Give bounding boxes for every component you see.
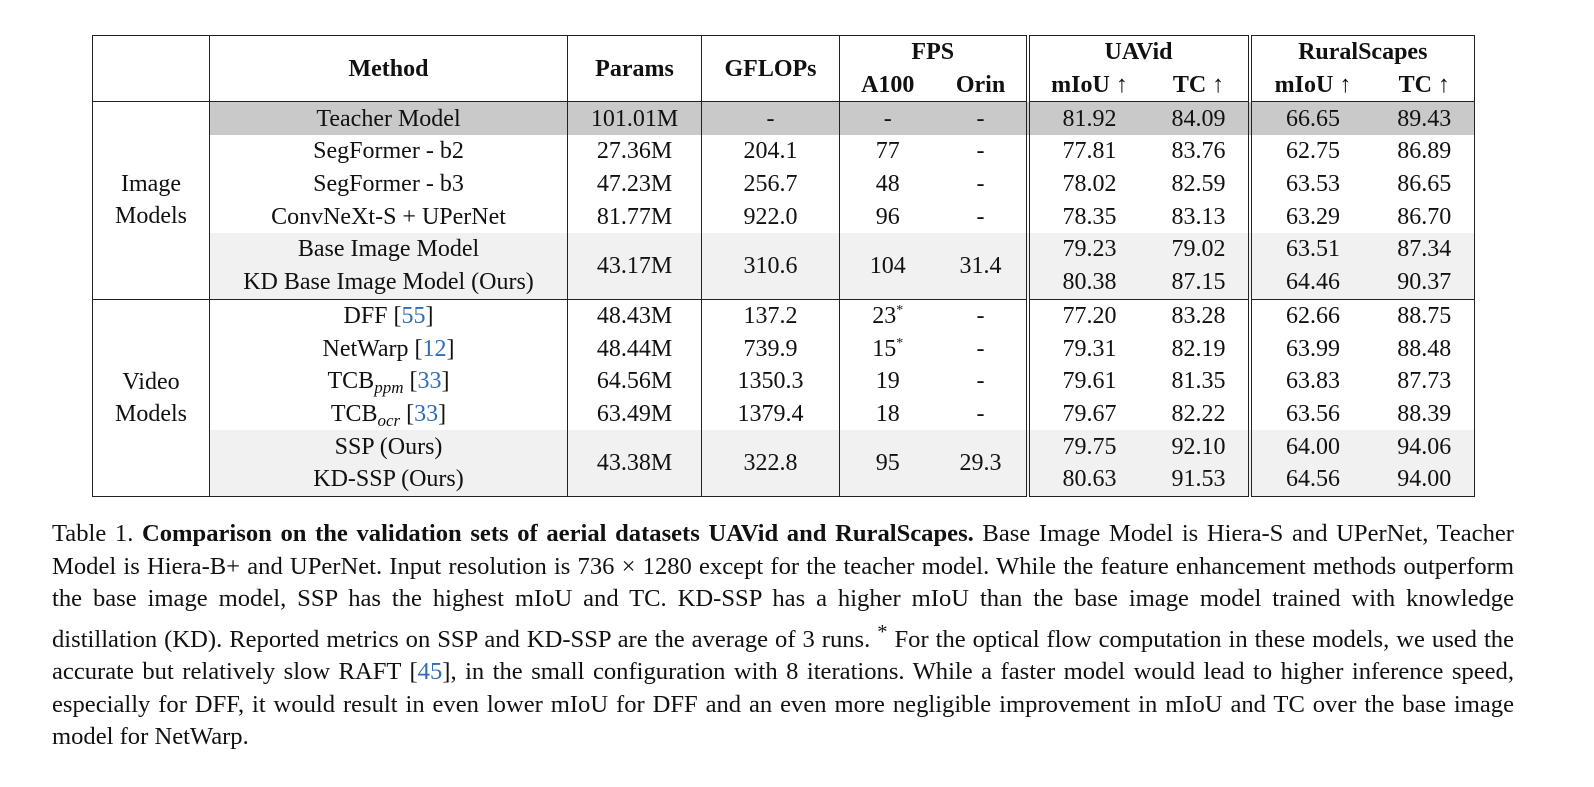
table-row [93,299,1475,332]
method-cell: SegFormer - b3 [210,168,568,201]
rural-miou-cell: 64.46 [1250,266,1375,299]
orin-cell: - [936,102,1028,135]
uavid-tc-cell: 83.28 [1150,299,1250,332]
group-label-line: Video [122,368,180,395]
method-cell: SSP (Ours) [210,430,568,463]
a100-cell: 18 [840,398,936,431]
header-rural-tc: TC ↑ [1398,72,1450,99]
method-cell: Base Image Model [210,233,568,266]
uavid-tc-cell: 79.02 [1150,233,1250,266]
uavid-tc-cell: 91.53 [1150,463,1250,496]
params-cell: 48.44M [568,332,702,365]
params-cell: 47.23M [568,168,702,201]
uavid-tc-cell: 82.22 [1171,400,1226,427]
citation-link[interactable]: 33 [417,368,442,395]
header-orin: Orin [955,72,1006,99]
orin-cell: - [976,203,985,230]
rural-miou-cell: 63.99 [1250,332,1375,365]
footnote-mark: * [896,302,904,318]
uavid-tc-cell: 82.19 [1171,335,1226,362]
a100-cell: 95 [840,430,936,496]
rural-tc-cell: 90.37 [1375,266,1475,299]
params-cell: 81.77M [568,200,702,233]
table-row [93,365,1475,398]
a100-cell: - [840,102,936,135]
table-caption [52,518,1514,754]
rural-miou-cell: 66.65 [1250,102,1375,135]
citation-link[interactable]: 12 [422,335,447,362]
header-uavid: UAVid [1028,36,1250,69]
uavid-miou-cell: 79.23 [1028,233,1150,266]
a100-cell: 77 [840,135,936,168]
uavid-tc-cell: 84.09 [1150,102,1250,135]
rural-tc-cell: 88.39 [1397,400,1452,427]
table-row [93,430,1475,463]
group-label-image-models [93,102,210,299]
header-method: Method [210,36,568,102]
method-cell: ConvNeXt-S + UPerNet [210,200,568,233]
table-row [93,200,1475,233]
uavid-miou-cell: 79.61 [1028,365,1150,398]
citation-link[interactable]: 55 [401,302,426,329]
orin-cell: - [976,368,985,395]
params-cell: 48.43M [568,299,702,332]
orin-cell: 29.3 [936,430,1028,496]
caption-label: Table 1. [52,520,134,547]
rural-tc-cell: 88.48 [1397,335,1452,362]
header-params: Params [568,36,702,102]
params-cell: 43.17M [568,233,702,299]
footnote-mark: * [896,335,904,351]
citation-link[interactable]: 45 [417,658,443,686]
gflops-cell: 137.2 [702,299,840,332]
orin-cell: - [976,400,985,427]
a100-value: 15 [872,335,897,362]
header-rural-miou: mIoU ↑ [1250,69,1375,102]
rural-tc-cell: 89.43 [1375,102,1475,135]
header-a100: A100 [840,69,936,102]
rural-miou-cell: 63.53 [1250,168,1375,201]
method-cell: SegFormer - b2 [210,135,568,168]
gflops-cell: 1379.4 [702,398,840,431]
rural-miou-cell: 63.29 [1250,200,1375,233]
uavid-miou-cell: 79.31 [1028,332,1150,365]
orin-cell: - [976,138,985,165]
table-row [93,168,1475,201]
orin-cell: - [936,299,1028,332]
citation-link[interactable]: 33 [414,400,439,427]
rural-miou-cell: 64.56 [1250,463,1375,496]
gflops-cell: 739.9 [702,332,840,365]
rural-tc-cell: 87.34 [1375,233,1475,266]
method-cell: $TCB_{ppm}$ [33] [210,365,568,398]
rural-miou-cell: 64.00 [1250,430,1375,463]
header-uavid-miou: mIoU ↑ [1028,69,1150,102]
method-cell: DFF [55] [210,299,568,332]
a100-value: 23 [872,302,897,329]
method-name: TCB [330,400,378,427]
caption-text: Base Image Model is Hiera-S and UPerNet, Teacher Model is Hiera-B+ and UPerNet. Input resolution is 736 × 1280 except for the teacher model. While the feature enhancement methods outperform the base image model, SSP has the highest mIoU and TC. KD-SSP has a higher mIoU than the base image model trained with knowledge distillation (KD). Reported metrics on SSP and KD-SSP are the average of 3 runs. [52,520,1514,653]
rural-miou-cell: 62.66 [1250,299,1375,332]
method-cell: $TCB_{ocr}$ [33] [210,398,568,431]
uavid-tc-cell: 81.35 [1171,368,1226,395]
footnote-mark: * [877,620,888,643]
group-label-video-models [93,299,210,496]
method-cell: Teacher Model [210,102,568,135]
gflops-cell: 1350.3 [702,365,840,398]
uavid-miou-cell: 77.20 [1028,299,1150,332]
params-cell: 27.36M [568,135,702,168]
params-cell: 101.01M [568,102,702,135]
gflops-cell: 310.6 [702,233,840,299]
params-cell: 63.49M [568,398,702,431]
table-row [93,398,1475,431]
rural-miou-cell: 63.83 [1250,365,1375,398]
header-gflops: GFLOPs [702,36,840,102]
method-subscript: ppm [374,378,404,398]
method-name: TCB [327,368,375,395]
uavid-miou-cell: 80.63 [1028,463,1150,496]
caption-text: For the optical flow computation in these models, we used the accurate but relatively slow RAFT [ [52,625,1514,686]
rural-miou-cell: 63.51 [1250,233,1375,266]
method-subscript: ocr [377,410,401,430]
gflops-cell: - [702,102,840,135]
orin-cell: - [976,171,985,198]
gflops-cell: 204.1 [702,135,840,168]
rural-tc-cell: 94.06 [1375,430,1475,463]
rural-tc-cell: 86.89 [1397,138,1452,165]
header-fps: FPS [840,36,1028,69]
caption-title: Comparison on the validation sets of aerial datasets UAVid and RuralScapes. [142,520,974,547]
a100-cell: 104 [840,233,936,299]
a100-cell [840,299,936,332]
gflops-cell: 256.7 [702,168,840,201]
params-cell: 64.56M [568,365,702,398]
rural-tc-cell: 88.75 [1375,299,1475,332]
header-ruralscapes: RuralScapes [1250,36,1475,69]
rural-miou-cell: 62.75 [1250,135,1375,168]
rural-tc-cell: 86.70 [1397,203,1452,230]
rural-miou-cell: 63.56 [1250,398,1375,431]
orin-cell: - [976,335,985,362]
table-row-teacher [93,102,1475,135]
uavid-tc-cell: 92.10 [1150,430,1250,463]
method-name: NetWarp [322,335,409,362]
table-row [93,135,1475,168]
uavid-miou-cell: 79.67 [1028,398,1150,431]
group-label-line: Image [121,171,181,198]
a100-cell: 96 [840,200,936,233]
a100-cell [840,332,936,365]
uavid-tc-cell: 87.15 [1150,266,1250,299]
corner-cell [93,36,210,102]
uavid-miou-cell: 77.81 [1028,135,1150,168]
group-label-line: Models [115,400,187,427]
uavid-miou-cell: 81.92 [1028,102,1150,135]
a100-cell: 19 [840,365,936,398]
rural-tc-cell: 87.73 [1397,368,1452,395]
gflops-cell: 322.8 [702,430,840,496]
orin-cell: 31.4 [936,233,1028,299]
table-row [93,332,1475,365]
uavid-tc-cell: 83.76 [1171,138,1226,165]
a100-cell: 48 [840,168,936,201]
uavid-miou-cell: 79.75 [1028,430,1150,463]
params-cell: 43.38M [568,430,702,496]
method-cell: KD-SSP (Ours) [210,463,568,496]
method-name: DFF [343,302,388,329]
gflops-cell: 922.0 [702,200,840,233]
results-table [92,35,1475,497]
method-cell: KD Base Image Model (Ours) [210,266,568,299]
header-uavid-tc: TC ↑ [1172,72,1225,99]
group-label-line: Models [115,203,187,230]
caption-text: ], in the small configuration with 8 iterations. While a faster model would lead to higher inference speed, especially for DFF, it would result in even lower mIoU for DFF and an even more negligible improvement in mIoU and TC over the base image model for NetWarp. [52,658,1514,751]
rural-tc-cell: 94.00 [1375,463,1475,496]
method-cell: NetWarp [12] [210,332,568,365]
uavid-miou-cell: 78.35 [1028,200,1150,233]
rural-tc-cell: 86.65 [1397,171,1452,198]
table-row [93,233,1475,266]
uavid-tc-cell: 82.59 [1171,171,1226,198]
uavid-miou-cell: 80.38 [1028,266,1150,299]
uavid-tc-cell: 83.13 [1171,203,1226,230]
uavid-miou-cell: 78.02 [1028,168,1150,201]
